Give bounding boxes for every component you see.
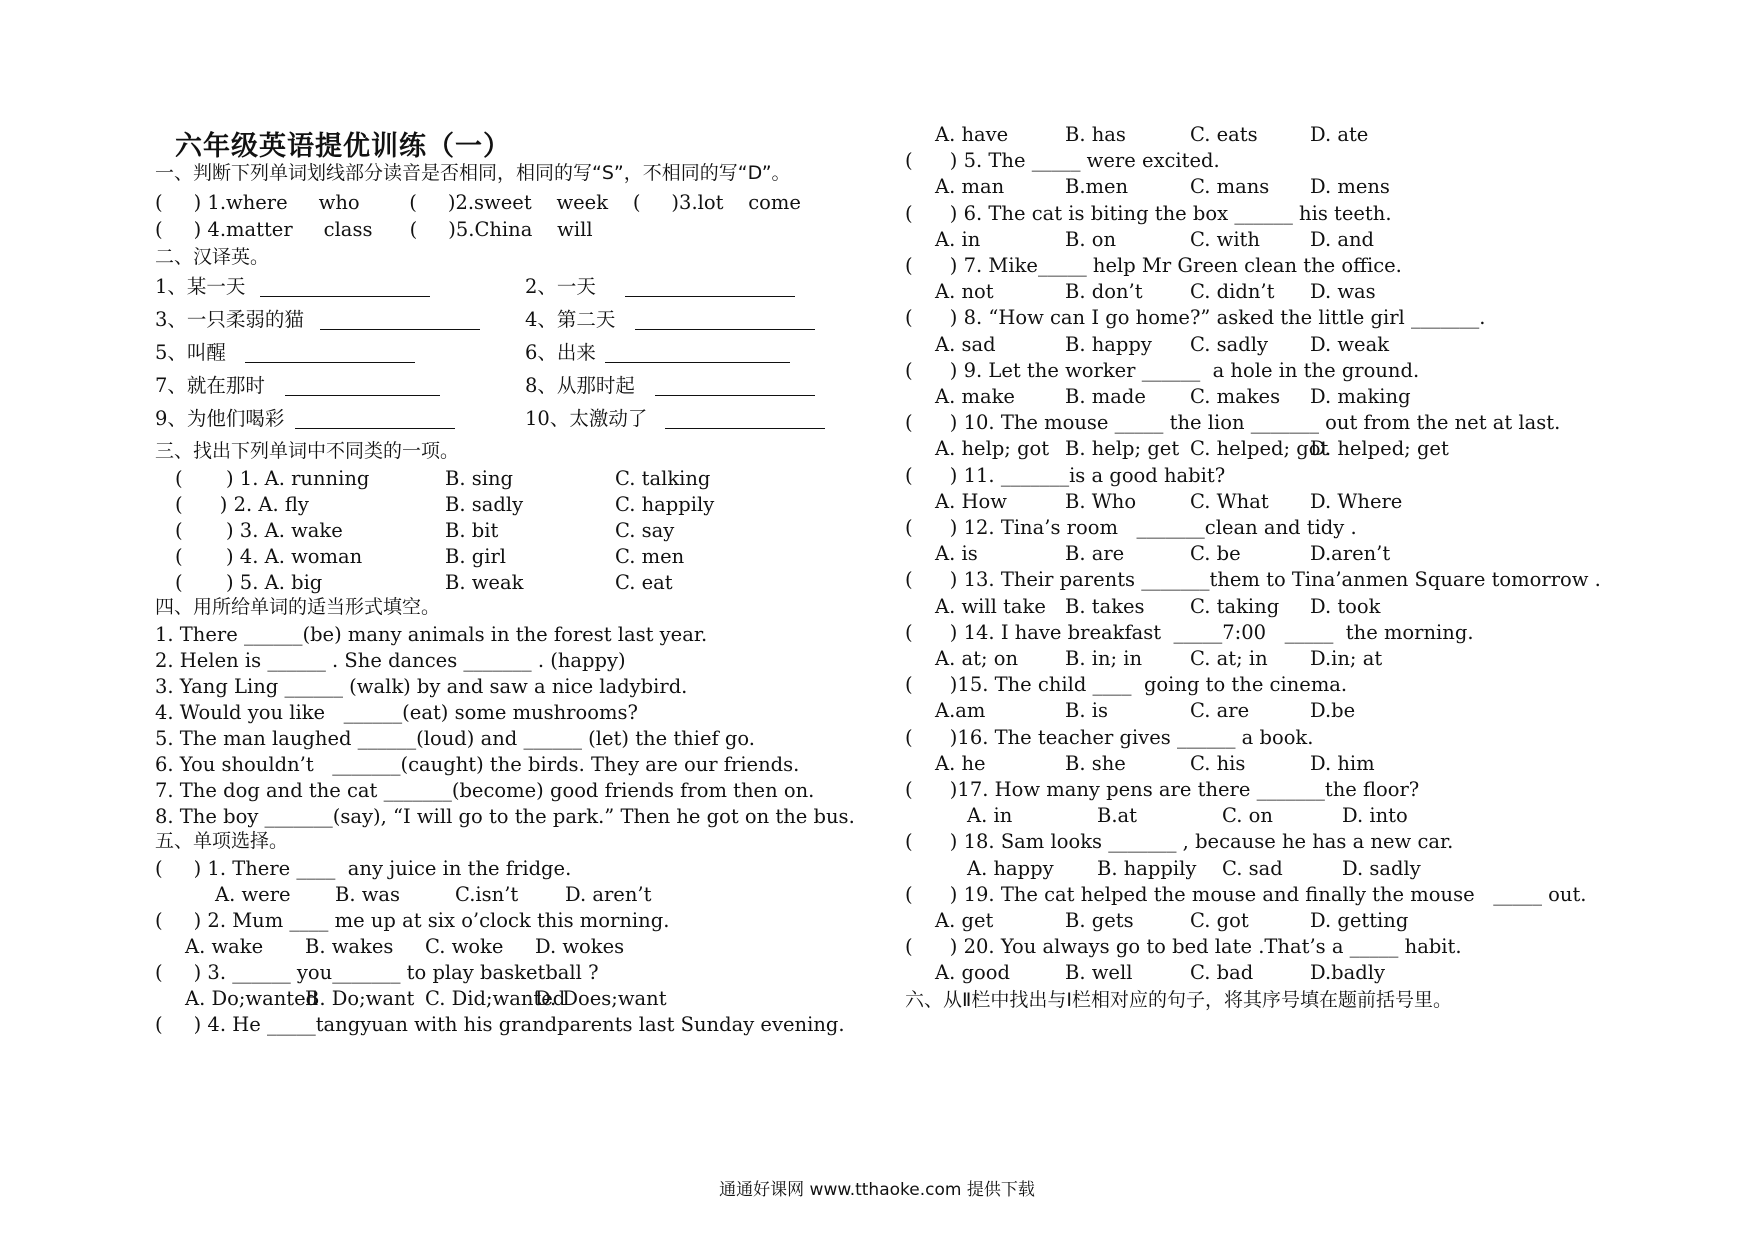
section-2-item: 8、从那时起 — [525, 374, 635, 397]
section-3-option: B. bit — [445, 519, 499, 542]
section-4-heading: 四、用所给单词的适当形式填空。 — [155, 596, 441, 618]
section-5-heading: 五、单项选择。 — [155, 830, 289, 852]
question-line: ( )17. How many pens are there _______the floor? — [905, 778, 1420, 801]
answer-option: D. mens — [1310, 175, 1390, 199]
answer-option: A. sad — [935, 332, 996, 356]
answer-option: C. are — [1190, 699, 1250, 723]
answer-option: B. gets — [1065, 909, 1134, 932]
section-4-sentence: 2. Helen is ______ . She dances _______ . (happy) — [155, 649, 626, 672]
question-line: ( ) 6. The cat is biting the box ______ his teeth. — [905, 201, 1392, 225]
section-heading: 六、从Ⅱ栏中找出与Ⅰ栏相对应的句子，将其序号填在题前括号里。 — [905, 988, 1452, 1011]
answer-option: A. he — [935, 751, 986, 775]
section-4-sentence: 6. You shouldn’t _______(caught) the birds. They are our friends. — [155, 753, 800, 776]
answer-option: C. helped; got — [1190, 437, 1329, 461]
answer-option: C. got — [1190, 909, 1249, 932]
answer-option: A. wake — [185, 935, 264, 958]
section-3-option: ( ) 2. A. fly — [175, 493, 309, 516]
answer-option: B. happily — [1097, 856, 1197, 880]
answer-option: B. happy — [1065, 332, 1152, 356]
answer-option: A. How — [935, 489, 1007, 513]
answer-option: D. and — [1310, 227, 1375, 251]
answer-option: A. happy — [967, 856, 1054, 880]
answer-option: D. making — [1310, 385, 1411, 408]
question-line: ( ) 10. The mouse _____ the lion _______ out from the net at last. — [905, 411, 1561, 435]
answer-option: C. Did;wanted — [425, 987, 566, 1010]
answer-option: C. his — [1190, 751, 1246, 775]
answer-option: A. get — [935, 909, 994, 932]
answer-option: B. Who — [1065, 489, 1137, 513]
answer-option: B. has — [1065, 123, 1126, 146]
answer-blank[interactable] — [320, 313, 480, 330]
answer-option: C. eats — [1190, 123, 1258, 146]
answer-option: B. Do;want — [305, 987, 415, 1010]
section-2-item: 3、一只柔弱的猫 — [155, 308, 304, 331]
section-2-item: 6、出来 — [525, 341, 596, 364]
question-line: ( ) 18. Sam looks _______ , because he has a new car. — [905, 830, 1454, 854]
answer-option: D. sadly — [1342, 856, 1421, 880]
question-line: ( ) 2. Mum ____ me up at six o’clock this morning. — [155, 909, 670, 932]
answer-blank[interactable] — [605, 346, 790, 363]
answer-option: C. taking — [1190, 594, 1280, 618]
answer-option: C. mans — [1190, 175, 1270, 199]
page-title: 六年级英语提优训练（一） — [175, 131, 511, 162]
section-2-item: 7、就在那时 — [155, 374, 265, 397]
answer-option: A. man — [935, 175, 1005, 199]
question-line: ( ) 1. There ____ any juice in the fridge. — [155, 857, 572, 880]
section-3-option: C. eat — [615, 571, 673, 594]
answer-option: D.be — [1310, 699, 1356, 723]
answer-option: B.men — [1065, 175, 1129, 199]
answer-option: C. sad — [1222, 856, 1283, 880]
answer-option: D. ate — [1310, 123, 1369, 146]
answer-option: B. in; in — [1065, 647, 1143, 670]
answer-blank[interactable] — [665, 412, 825, 429]
answer-option: A. not — [935, 280, 994, 304]
section-3-option: ( ) 5. A. big — [175, 571, 323, 594]
answer-option: C. woke — [425, 935, 504, 958]
section-3-option: C. talking — [615, 467, 711, 490]
answer-option: B. made — [1065, 385, 1146, 408]
section-3-option: B. sing — [445, 467, 514, 490]
answer-blank[interactable] — [285, 379, 440, 396]
section-4-sentence: 3. Yang Ling ______ (walk) by and saw a nice ladybird. — [155, 675, 688, 698]
question-line: ( ) 19. The cat helped the mouse and finally the mouse _____ out. — [905, 882, 1587, 906]
answer-option: C. with — [1190, 227, 1260, 251]
answer-blank[interactable] — [655, 379, 815, 396]
answer-blank[interactable] — [625, 280, 795, 297]
answer-option: D. weak — [1310, 332, 1390, 356]
answer-option: B. wakes — [305, 935, 394, 958]
section-2-item: 2、一天 — [525, 275, 596, 298]
section-1-row: ( ) 4.matter class ( )5.China will — [155, 218, 593, 241]
question-line: ( ) 3. ______ you_______ to play basketball ? — [155, 961, 599, 984]
answer-option: B. she — [1065, 751, 1126, 775]
section-3-option: C. happily — [615, 493, 715, 516]
section-3-option: B. girl — [445, 545, 507, 568]
answer-option: A. make — [935, 385, 1015, 408]
section-4-sentence: 4. Would you like ______(eat) some mushrooms? — [155, 701, 638, 724]
answer-option: D. aren’t — [565, 883, 652, 906]
section-3-option: B. sadly — [445, 493, 524, 516]
answer-option: C. sadly — [1190, 332, 1268, 356]
question-line: ( ) 14. I have breakfast _____7:00 _____ the morning. — [905, 620, 1474, 644]
answer-option: A. will take — [935, 594, 1046, 618]
answer-option: A. at; on — [935, 647, 1019, 670]
answer-option: B.at — [1097, 804, 1137, 828]
answer-option: D.badly — [1310, 961, 1385, 985]
answer-option: B. are — [1065, 542, 1125, 566]
question-line: ( ) 20. You always go to bed late .That’s a _____ habit. — [905, 935, 1462, 959]
section-2-heading: 二、汉译英。 — [155, 246, 270, 268]
answer-option: C. What — [1190, 489, 1269, 513]
answer-blank[interactable] — [635, 313, 815, 330]
answer-option: D. wokes — [535, 935, 625, 958]
question-line: ( ) 12. Tina’s room _______clean and tidy . — [905, 516, 1357, 539]
answer-option: C. bad — [1190, 961, 1254, 985]
answer-option: A.am — [935, 699, 986, 723]
answer-option: B. takes — [1065, 594, 1145, 618]
section-3-heading: 三、找出下列单词中不同类的一项。 — [155, 440, 460, 462]
answer-option: D. helped; get — [1310, 437, 1449, 461]
section-2-item: 4、第二天 — [525, 308, 616, 331]
answer-option: C. makes — [1190, 385, 1281, 408]
answer-option: C. on — [1222, 804, 1273, 828]
section-1-heading: 一、判断下列单词划线部分读音是否相同，相同的写“S”，不相同的写“D”。 — [155, 162, 791, 184]
section-4-sentence: 1. There ______(be) many animals in the forest last year. — [155, 623, 708, 646]
section-3-option: ( ) 1. A. running — [175, 467, 370, 490]
answer-option: B. don’t — [1065, 280, 1143, 304]
answer-option: D.in; at — [1310, 647, 1383, 670]
answer-option: D.aren’t — [1310, 542, 1391, 566]
section-2-item: 9、为他们喝彩 — [155, 407, 285, 430]
answer-option: C. didn’t — [1190, 280, 1275, 304]
answer-option: D. Where — [1310, 489, 1403, 513]
answer-option: A. Do;wanted — [185, 987, 319, 1010]
footer-note: 通通好课网 www.tthaoke.com 提供下载 — [719, 1180, 1035, 1200]
question-line: ( ) 5. The _____ were excited. — [905, 149, 1220, 173]
section-2-item: 5、叫醒 — [155, 341, 226, 364]
section-3-option: B. weak — [445, 571, 524, 594]
section-1-row: ( ) 1.where who ( )2.sweet week ( )3.lot come — [155, 191, 801, 214]
answer-option: C. at; in — [1190, 647, 1268, 670]
question-line: ( )16. The teacher gives ______ a book. — [905, 725, 1314, 749]
question-line: ( ) 13. Their parents _______them to Tina’anmen Square tomorrow . — [905, 568, 1601, 592]
answer-option: A. help; got — [935, 437, 1050, 461]
section-2-item: 1、某一天 — [155, 275, 246, 298]
answer-option: B. help; get — [1065, 437, 1180, 461]
section-2-item: 10、太激动了 — [525, 407, 648, 430]
answer-blank[interactable] — [295, 412, 455, 429]
question-line: ( ) 11. _______is a good habit? — [905, 463, 1226, 487]
answer-option: B. on — [1065, 227, 1117, 251]
section-4-sentence: 8. The boy _______(say), “I will go to the park.” Then he got on the bus. — [155, 805, 855, 828]
answer-option: A. in — [967, 804, 1013, 828]
question-line: ( )15. The child ____ going to the cinema. — [905, 673, 1348, 697]
question-line: ( ) 8. “How can I go home?” asked the little girl _______. — [905, 306, 1486, 330]
answer-option: D. Does;want — [535, 987, 667, 1010]
answer-option: D. took — [1310, 594, 1381, 618]
answer-option: D. was — [1310, 280, 1376, 304]
section-3-option: C. say — [615, 519, 675, 542]
answer-option: A. good — [935, 961, 1010, 985]
answer-option: A. is — [935, 542, 978, 566]
section-3-option: ( ) 4. A. woman — [175, 545, 363, 568]
answer-option: A. in — [935, 227, 981, 251]
question-line: ( ) 4. He _____tangyuan with his grandparents last Sunday evening. — [155, 1013, 845, 1036]
answer-option: B. is — [1065, 699, 1108, 723]
answer-option: C.isn’t — [455, 883, 519, 906]
section-4-sentence: 7. The dog and the cat _______(become) good friends from then on. — [155, 779, 815, 802]
section-3-option: C. men — [615, 545, 685, 568]
answer-option: B. well — [1065, 961, 1133, 985]
section-4-sentence: 5. The man laughed ______(loud) and ______ (let) the thief go. — [155, 727, 755, 750]
answer-option: A. were — [215, 883, 291, 906]
answer-option: A. have — [935, 123, 1009, 146]
question-line: ( ) 7. Mike_____ help Mr Green clean the office. — [905, 254, 1402, 277]
section-3-option: ( ) 3. A. wake — [175, 519, 343, 542]
answer-option: B. was — [335, 883, 401, 906]
answer-option: D. into — [1342, 804, 1408, 828]
answer-option: D. him — [1310, 751, 1375, 775]
answer-blank[interactable] — [260, 280, 430, 297]
answer-option: C. be — [1190, 542, 1241, 566]
answer-option: D. getting — [1310, 909, 1409, 932]
answer-blank[interactable] — [245, 346, 415, 363]
question-line: ( ) 9. Let the worker ______ a hole in the ground. — [905, 358, 1420, 382]
